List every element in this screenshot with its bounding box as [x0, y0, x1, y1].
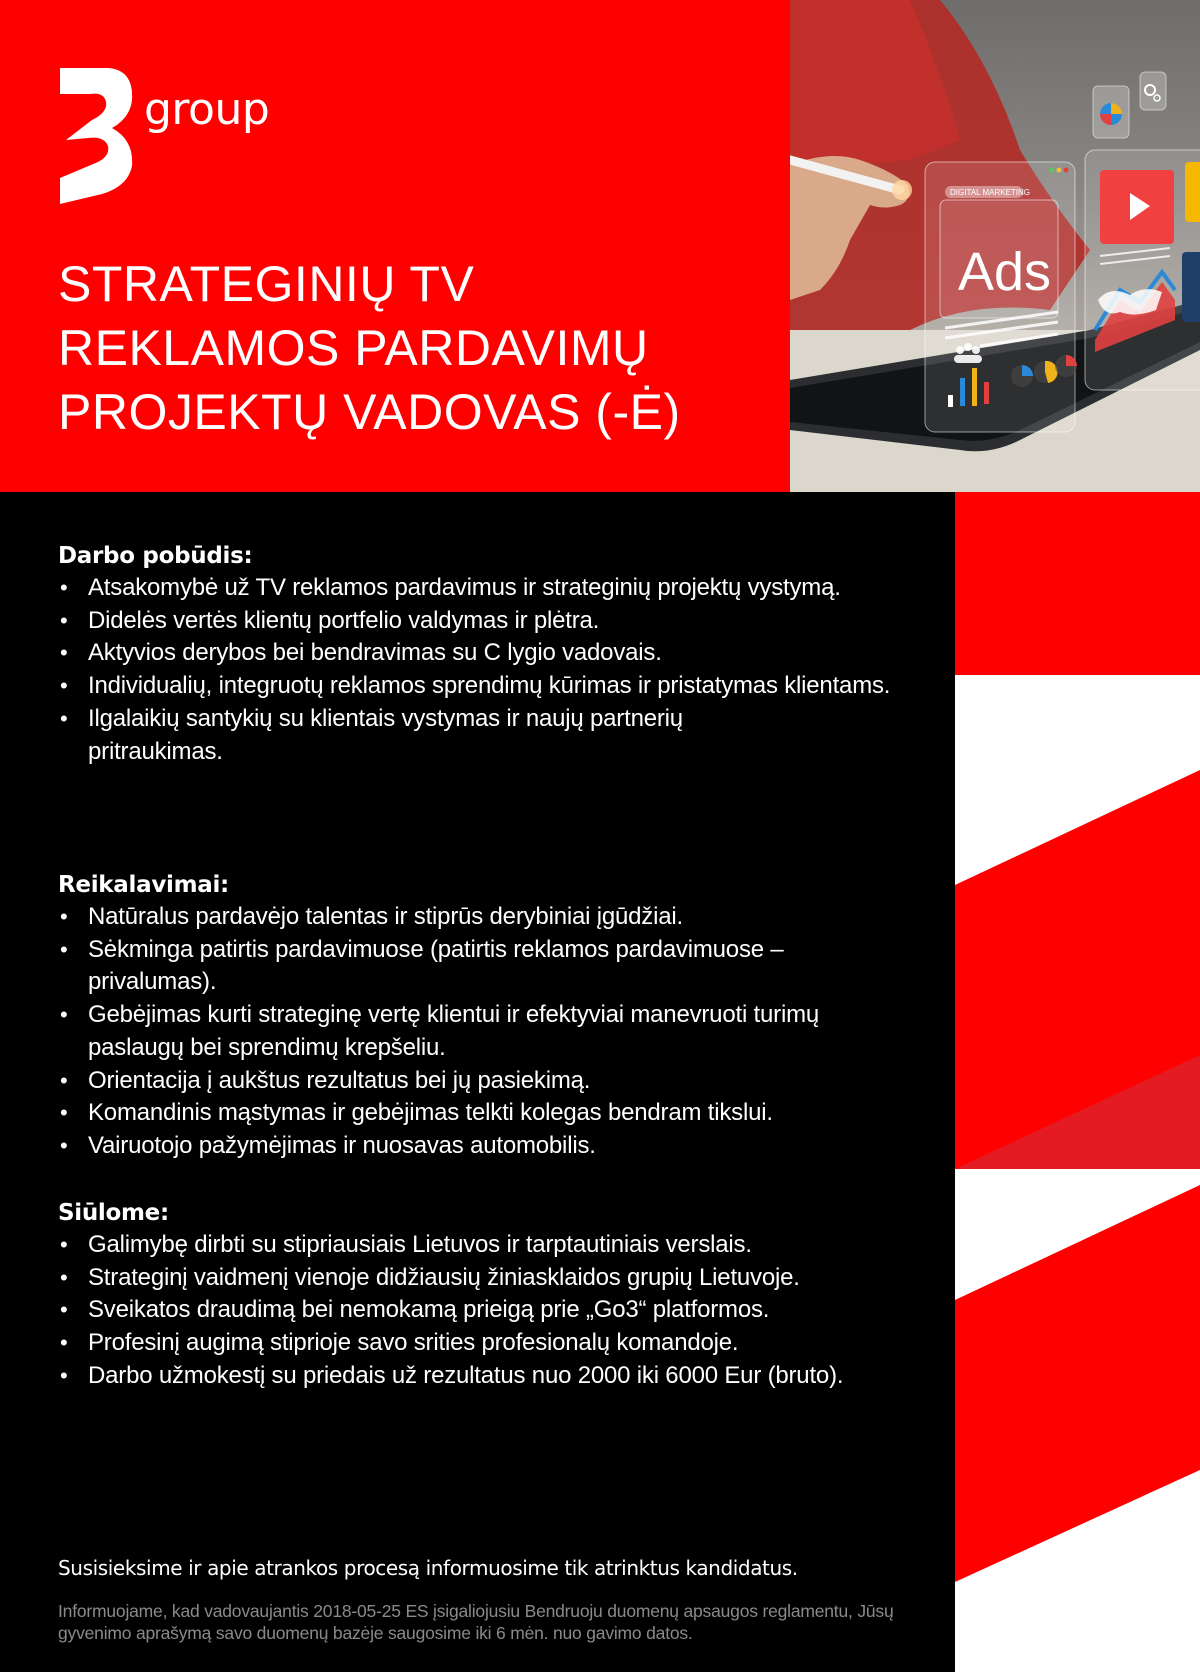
- logo-3-mark-icon: [58, 66, 136, 206]
- list-item: • Ilgalaikių santykių su klientais vystymas ir naujų partnerių pritraukimas.: [58, 703, 818, 768]
- list-item: • Sveikatos draudimą bei nemokamą prieigą prie „Go3“ platformos.: [58, 1294, 938, 1327]
- list-item: • Galimybę dirbti su stipriausiais Lietuvos ir tarptautiniais verslais.: [58, 1229, 938, 1262]
- job-title-line: REKLAMOS PARDAVIMŲ: [58, 320, 649, 376]
- photo-caption-badge: DIGITAL MARKETING: [950, 188, 1031, 197]
- list-item: • Komandinis mąstymas ir gebėjimas telkti kolegas bendram tikslui.: [58, 1097, 938, 1130]
- bullet-list: [58, 572, 938, 768]
- list-item: • Aktyvios derybos bei bendravimas su C lygio vadovais.: [58, 637, 938, 670]
- section-heading: Siūlome:: [58, 1200, 169, 1226]
- list-item: • Orientacija į aukštus rezultatus bei jų pasiekimą.: [58, 1065, 938, 1098]
- photo-ads-headline: Ads: [958, 242, 1052, 302]
- section-offer: [58, 1197, 938, 1393]
- job-title-line: PROJEKTŲ VADOVAS (-Ė): [58, 384, 681, 440]
- bullet-list: [58, 901, 938, 1163]
- hero-illustration: [790, 0, 1200, 492]
- header-banner: [0, 0, 1200, 492]
- list-item: • Natūralus pardavėjo talentas ir stiprūs derybiniai įgūdžiai.: [58, 901, 938, 934]
- tv3-group-logo: [58, 66, 288, 206]
- job-title-line: STRATEGINIŲ TV: [58, 256, 475, 312]
- job-title: [58, 252, 788, 444]
- gdpr-notice: Informuojame, kad vadovaujantis 2018-05-25 ES įsigaliojusiu Bendruoju duomenų apsaugos reglamentu, Jūsų gyvenimo aprašymą savo duomenų bazėje saugosime iki 6 mėn. nuo gavimo datos.: [58, 1601, 894, 1643]
- stripe-pattern: [955, 492, 1200, 1672]
- section-job-duties: [58, 540, 938, 768]
- logo-wordmark: group: [144, 84, 270, 135]
- list-item: • Individualių, integruotų reklamos sprendimų kūrimas ir pristatymas klientams.: [58, 670, 903, 703]
- list-item: • Atsakomybė už TV reklamos pardavimus ir strateginių projektų vystymą.: [58, 572, 858, 605]
- list-item: • Profesinį augimą stiprioje savo srities profesionalų komandoje.: [58, 1327, 938, 1360]
- list-item: • Vairuotojo pažymėjimas ir nuosavas automobilis.: [58, 1130, 938, 1163]
- bullet-list: [58, 1229, 938, 1393]
- list-item: • Gebėjimas kurti strateginę vertę klientui ir efektyviai manevruoti turimų paslaugų bei sprendimų krepšeliu.: [58, 999, 898, 1064]
- hero-photo-digital-ads: [790, 0, 1200, 492]
- decorative-stripes: [955, 492, 1200, 1672]
- list-item: • Sėkminga patirtis pardavimuose (patirtis reklamos pardavimuose – privalumas).: [58, 934, 918, 999]
- list-item: • Didelės vertės klientų portfelio valdymas ir plėtra.: [58, 605, 938, 638]
- list-item: • Strateginį vaidmenį vienoje didžiausių žiniasklaidos grupių Lietuvoje.: [58, 1262, 818, 1295]
- section-heading: Darbo pobūdis:: [58, 543, 253, 569]
- list-item: • Darbo užmokestį su priedais už rezultatus nuo 2000 iki 6000 Eur (bruto).: [58, 1360, 898, 1393]
- section-heading: Reikalavimai:: [58, 872, 229, 898]
- section-requirements: [58, 869, 938, 1163]
- contact-note: Susisieksime ir apie atrankos procesą informuosime tik atrinktus kandidatus.: [58, 1556, 798, 1580]
